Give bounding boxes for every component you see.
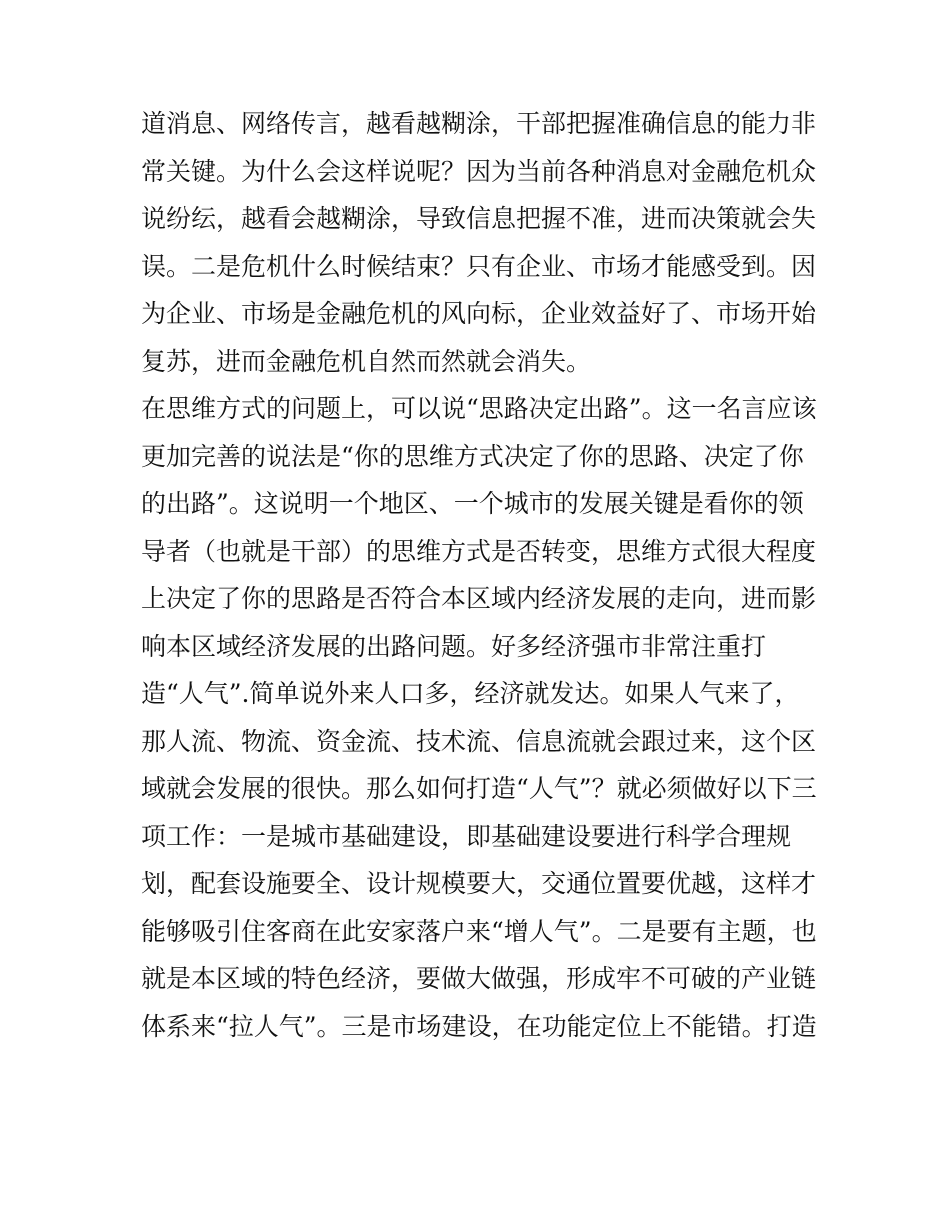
text-line: 那人流、物流、资金流、技术流、信息流就会跟过来，这个区 [141, 726, 817, 756]
text-line: 导者（也就是干部）的思维方式是否转变，思维方式很大程度 [141, 536, 817, 566]
text-line: 体系来“拉人气”。三是市场建设，在功能定位上不能错。打造 [141, 1011, 817, 1041]
text-line: 域就会发展的很快。那么如何打造“人气”？就必须做好以下三 [141, 774, 817, 803]
text-line: 复苏，进而金融危机自然而然就会消失。 [141, 346, 592, 376]
text-line: 造“人气”.简单说外来人口多，经济就发达。如果人气来了， [141, 679, 800, 708]
text-line: 道消息、网络传言，越看越糊涂，干部把握准确信息的能力非 [141, 109, 817, 138]
text-line: 就是本区域的特色经济，要做大做强，形成牢不可破的产业链 [141, 964, 817, 993]
text-line: 的出路”。这说明一个地区、一个城市的发展关键是看你的领 [141, 489, 804, 518]
text-line: 常关键。为什么会这样说呢？因为当前各种消息对金融危机众 [141, 156, 817, 186]
text-line: 能够吸引住客商在此安家落户来“增人气”。二是要有主题，也 [141, 916, 817, 946]
text-line: 更加完善的说法是“你的思维方式决定了你的思路、决定了你 [141, 441, 804, 471]
text-line: 为企业、市场是金融危机的风向标，企业效益好了、市场开始 [141, 299, 817, 328]
text-line: 响本区域经济发展的出路问题。好多经济强市非常注重打 [141, 631, 767, 661]
text-line: 划，配套设施要全、设计规模要大，交通位置要优越，这样才 [141, 869, 817, 898]
text-line: 说纷纭，越看会越糊涂，导致信息把握不准，进而决策就会失 [141, 204, 817, 233]
text-line: 项工作：一是城市基础建设，即基础建设要进行科学合理规 [141, 821, 792, 851]
text-line: 误。二是危机什么时候结束？只有企业、市场才能感受到。因 [141, 251, 817, 281]
text-line: 在思维方式的问题上，可以说“思路决定出路”。这一名言应该 [141, 394, 817, 423]
body-text [141, 100, 821, 1050]
text-line: 上决定了你的思路是否符合本区域内经济发展的走向，进而影 [141, 584, 817, 613]
